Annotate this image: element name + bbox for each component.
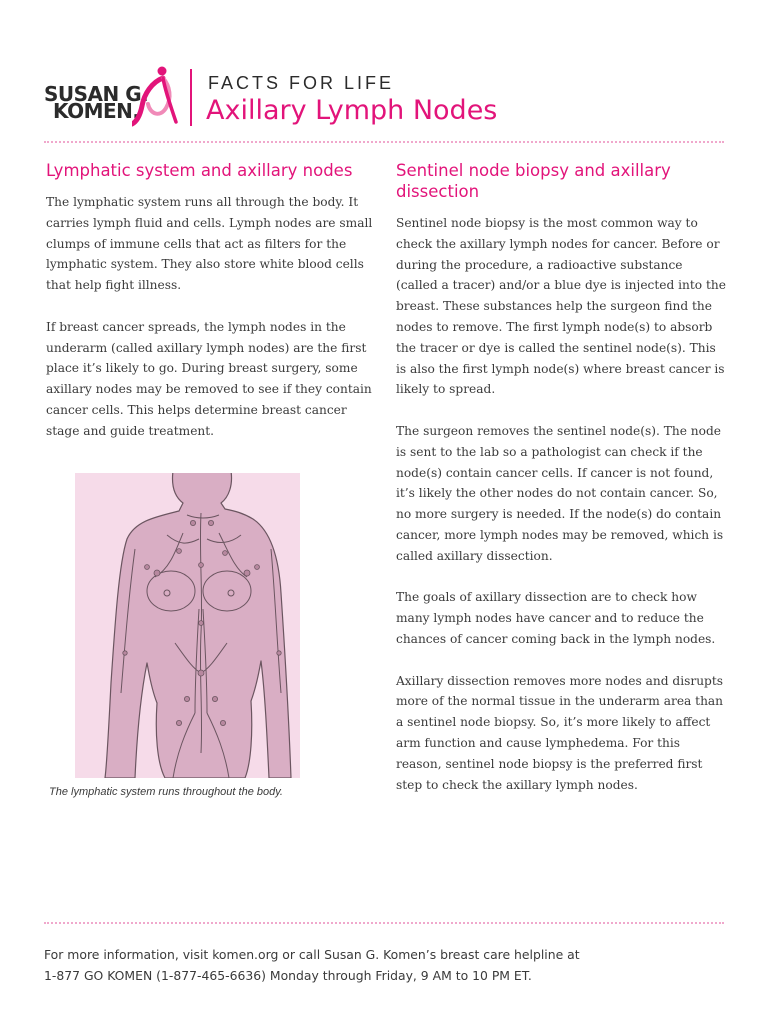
left-paragraph-2: If breast cancer spreads, the lymph nodes in the underarm (called axillary lymph nodes) are the first place it’s likely to go. During breast surgery, some axillary nodes may be removed to see if they contain cancer cells. This helps determine breast cancer stage and guide treatment. <box>46 319 372 438</box>
logo-line-2: KOMEN. <box>53 99 140 123</box>
figure-caption: The lymphatic system runs throughout the body. <box>49 786 283 798</box>
right-paragraph-2: The surgeon removes the sentinel node(s). The node is sent to the lab so a pathologist can check if the node(s) contain cancer cells. If cancer is not found, it’s likely the other nodes do not contain cancer. So, no more surgery is needed. If the node(s) do contain cancer, more lymph nodes may be removed, which is called axillary dissection. <box>396 423 724 563</box>
komen-logo <box>44 64 184 130</box>
footer-line-1: For more information, visit komen.org or call Susan G. Komen’s breast care helpline at <box>44 947 580 962</box>
lymphatic-system-illustration <box>75 473 300 778</box>
logo-line-1: SUSAN G. <box>44 82 149 106</box>
left-paragraph-1: The lymphatic system runs all through the body. It carries lymph fluid and cells. Lymph nodes are small clumps of immune cells that act as filters for the lymphatic system. They also store white blood cells that help fight illness. <box>46 195 373 293</box>
right-column <box>396 160 726 816</box>
left-column <box>46 160 376 462</box>
body-outline-illustration <box>75 473 300 778</box>
footer-line-2: 1-877 GO KOMEN (1-877-465-6636) Monday through Friday, 9 AM to 10 PM ET. <box>44 968 532 983</box>
footer <box>44 944 734 986</box>
top-divider <box>44 141 724 143</box>
header-divider <box>190 69 192 126</box>
right-paragraph-4: Axillary dissection removes more nodes and disrupts more of the normal tissue in the underarm area than a sentinel node biopsy. So, it’s more likely to affect arm function and cause lymphedema. For this reason, sentinel node biopsy is the preferred first step to check the axillary lymph nodes. <box>396 673 724 792</box>
right-paragraph-3: The goals of axillary dissection are to check how many lymph nodes have cancer and to reduce the chances of cancer coming back in the lymph nodes. <box>396 590 716 646</box>
page-header <box>44 64 724 130</box>
left-heading: Lymphatic system and axillary nodes <box>46 161 353 180</box>
right-paragraph-1: Sentinel node biopsy is the most common way to check the axillary lymph nodes for cancer. Before or during the procedure, a radioactive substance (called a tracer) and/or a blue dye is injected into the breast. These substances help the surgeon find the nodes to remove. The first lymph node(s) to absorb the tracer or dye is called the sentinel node(s). This is also the first lymph node(s) where breast cancer is likely to spread. <box>396 216 726 397</box>
series-label: FACTS FOR LIFE <box>208 73 395 93</box>
page-title: Axillary Lymph Nodes <box>206 95 498 126</box>
right-heading: Sentinel node biopsy and axillary dissection <box>396 161 671 201</box>
pink-ribbon-icon <box>132 64 178 128</box>
bottom-divider <box>44 922 724 924</box>
